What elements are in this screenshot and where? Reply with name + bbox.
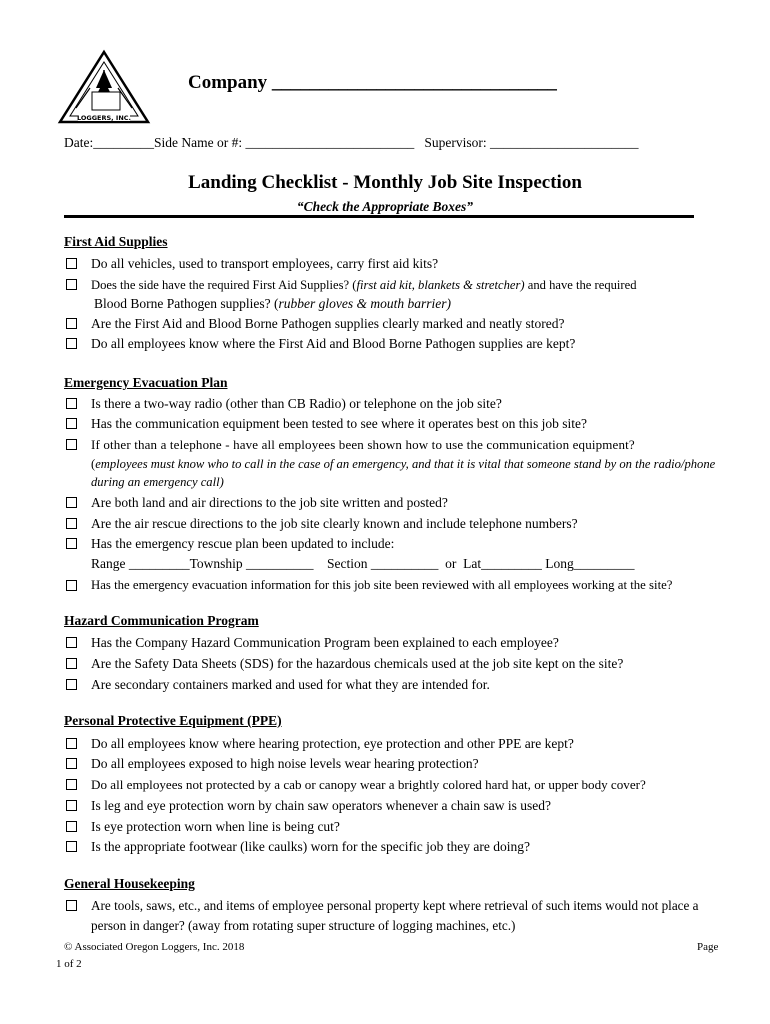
checkbox[interactable] xyxy=(66,538,77,549)
section-heading-ppe: Personal Protective Equipment (PPE) xyxy=(64,713,282,728)
page-title: Landing Checklist - Monthly Job Site Inspection xyxy=(188,172,582,193)
checklist-item-continued: Blood Borne Pathogen supplies? (rubber gloves & mouth barrier) xyxy=(94,296,451,311)
checkbox[interactable] xyxy=(66,738,77,749)
footer-page-label: Page xyxy=(697,941,719,953)
checkbox[interactable] xyxy=(66,658,77,669)
checkbox[interactable] xyxy=(66,841,77,852)
checkbox[interactable] xyxy=(66,800,77,811)
section-heading-hazcom: Hazard Communication Program xyxy=(64,613,259,628)
footer-page-count: 1 of 2 xyxy=(56,958,82,970)
checkbox[interactable] xyxy=(66,758,77,769)
checklist-item-continued: (employees must know who to call in the case of an emergency, and that it is vital that someone stand by on the radio/phone during an emergency call) xyxy=(91,457,716,489)
checkbox[interactable] xyxy=(66,779,77,790)
checkbox[interactable] xyxy=(66,497,77,508)
svg-text:LOGGERS, INC.: LOGGERS, INC. xyxy=(76,114,132,122)
checkbox[interactable] xyxy=(66,821,77,832)
section-heading-evacuation: Emergency Evacuation Plan xyxy=(64,375,228,390)
checkbox[interactable] xyxy=(66,439,77,450)
checkbox[interactable] xyxy=(66,418,77,429)
checkbox[interactable] xyxy=(66,318,77,329)
checkbox[interactable] xyxy=(66,900,77,911)
checkbox[interactable] xyxy=(66,398,77,409)
checkbox[interactable] xyxy=(66,580,77,591)
checkbox[interactable] xyxy=(66,338,77,349)
page-subtitle: “Check the Appropriate Boxes” xyxy=(296,199,474,214)
company-logo xyxy=(56,48,152,128)
company-field: Company ______________________________ xyxy=(188,72,557,93)
location-fields: Range _________Township __________ Section __________ or Lat_________ Long_________ xyxy=(91,556,635,571)
checkbox[interactable] xyxy=(66,258,77,269)
section-heading-housekeeping: General Housekeeping xyxy=(64,876,195,891)
checkbox[interactable] xyxy=(66,279,77,290)
checkbox[interactable] xyxy=(66,518,77,529)
title-divider xyxy=(64,215,694,218)
section-heading-first-aid: First Aid Supplies xyxy=(64,234,168,249)
footer-copyright: © Associated Oregon Loggers, Inc. 2018 xyxy=(64,941,245,953)
checkbox[interactable] xyxy=(66,679,77,690)
checkbox[interactable] xyxy=(66,637,77,648)
header-info-line: Date:_________Side Name or #: _________________________ Supervisor: ______________________ xyxy=(64,135,639,150)
